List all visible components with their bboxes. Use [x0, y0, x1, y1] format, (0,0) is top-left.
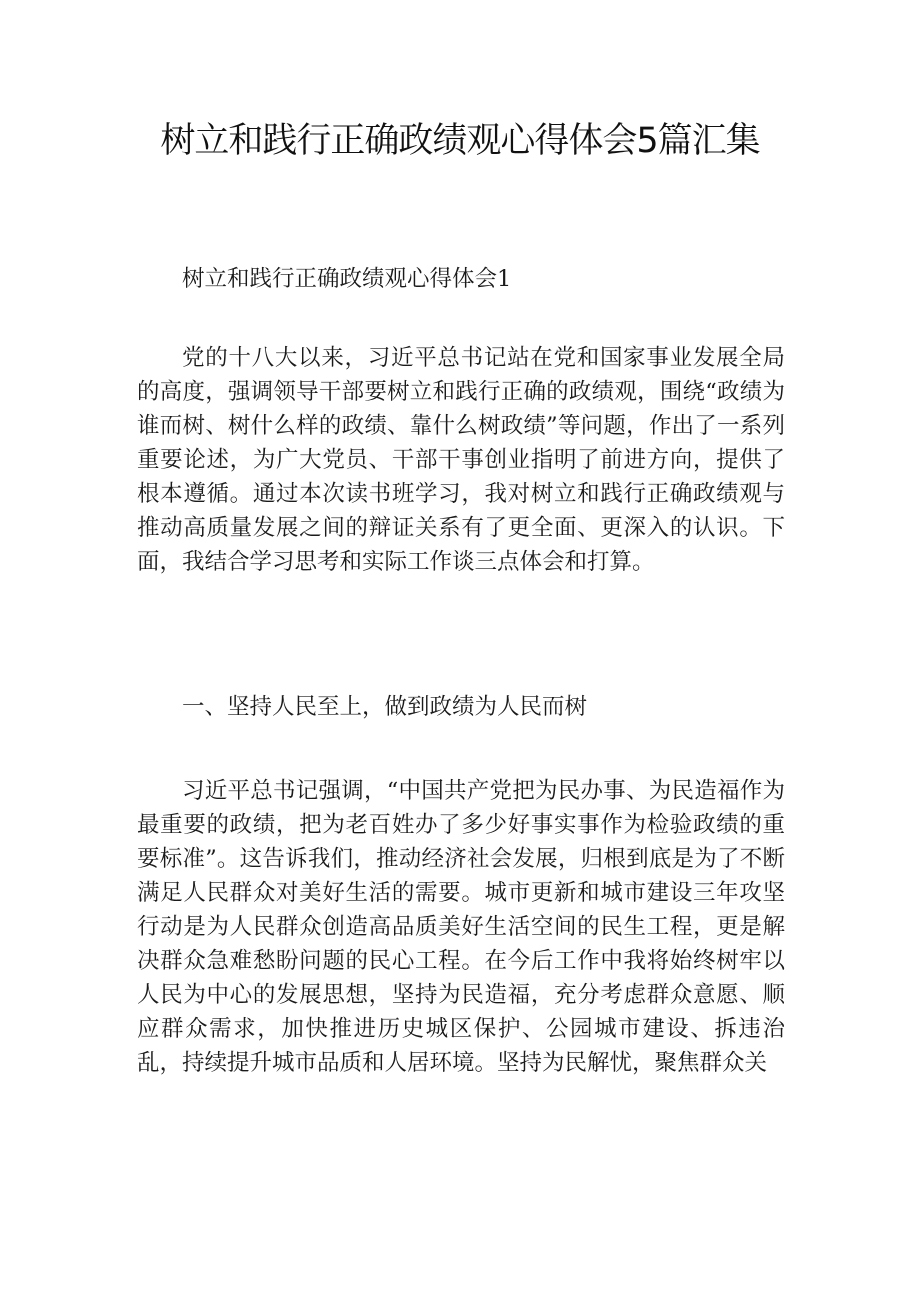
paragraph-section-1: 习近平总书记强调，“中国共产党把为民办事、为民造福作为最重要的政绩，把为老百姓办了多少好事实事作为检验政绩的重要标准”。这告诉我们，推动经济社会发展，归根到底是为了不断满足人民群众对美好生活的需要。城市更新和城市建设三年攻坚行动是为人民群众创造高品质美好生活空间的民生工程，更是解决群众急难愁盼问题的民心工程。在今后工作中我将始终树牢以人民为中心的发展思想，坚持为民造福，充分考虑群众意愿、顺应群众需求，加快推进历史城区保护、公园城市建设、拆违治乱，持续提升城市品质和人居环境。坚持为民解忧，聚焦群众关 — [137, 778, 785, 1076]
paragraph-intro: 党的十八大以来，习近平总书记站在党和国家事业发展全局的高度，强调领导干部要树立和践行正确的政绩观，围绕“政绩为谁而树、树什么样的政绩、靠什么树政绩”等问题，作出了一系列重要论述，为广大党员、干部干事创业指明了前进方向，提供了根本遵循。通过本次读书班学习，我对树立和践行正确政绩观与推动高质量发展之间的辩证关系有了更全面、更深入的认识。下面，我结合学习思考和实际工作谈三点体会和打算。 — [137, 345, 785, 575]
document-title: 树立和践行正确政绩观心得体会5篇汇集 — [160, 121, 760, 161]
sub-heading: 树立和践行正确政绩观心得体会1 — [182, 266, 512, 292]
section-heading-1: 一、坚持人民至上，做到政绩为人民而树 — [182, 694, 588, 720]
